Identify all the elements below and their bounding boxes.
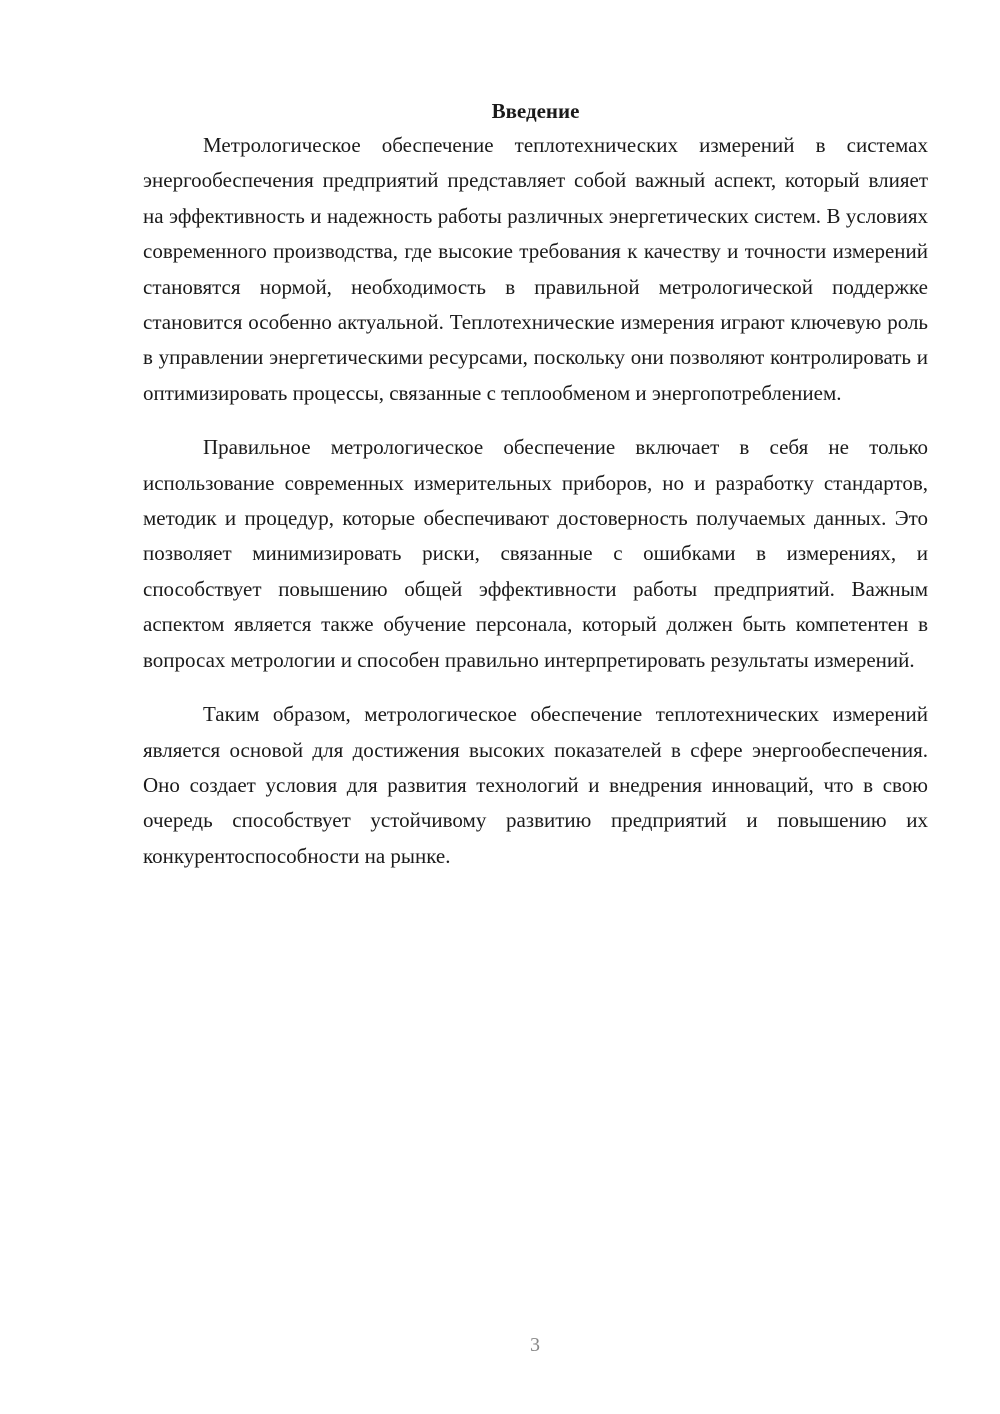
page-content	[143, 94, 928, 893]
page-number: 3	[530, 1334, 540, 1356]
section-heading: Введение	[491, 99, 580, 123]
paragraph-2: Правильное метрологическое обеспечение включает в себя не только использование современных измерительных приборов, но и разработку стандартов, методик и процедур, которые обеспечивают достоверность получаемых данных. Это позволяет минимизировать риски, связанные с ошибками в измерениях, и способствует повышению общей эффективности работы предприятий. Важным аспектом является также обучение персонала, который должен быть компетентен в вопросах метрологии и способен правильно интерпретировать результаты измерений.	[143, 435, 928, 672]
paragraph-1: Метрологическое обеспечение теплотехнических измерений в системах энергообеспечения предприятий представляет собой важный аспект, который влияет на эффективность и надежность работы различных энергетических систем. В условиях современного производства, где высокие требования к качеству и точности измерений становятся нормой, необходимость в правильной метрологической поддержке становится особенно актуальной. Теплотехнические измерения играют ключевую роль в управлении энергетическими ресурсами, поскольку они позволяют контролировать и оптимизировать процессы, связанные с теплообменом и энергопотреблением.	[143, 133, 928, 405]
paragraph-3: Таким образом, метрологическое обеспечение теплотехнических измерений является основой для достижения высоких показателей в сфере энергообеспечения. Оно создает условия для развития технологий и внедрения инноваций, что в свою очередь способствует устойчивому развитию предприятий и повышению их конкурентоспособности на рынке.	[143, 702, 928, 868]
